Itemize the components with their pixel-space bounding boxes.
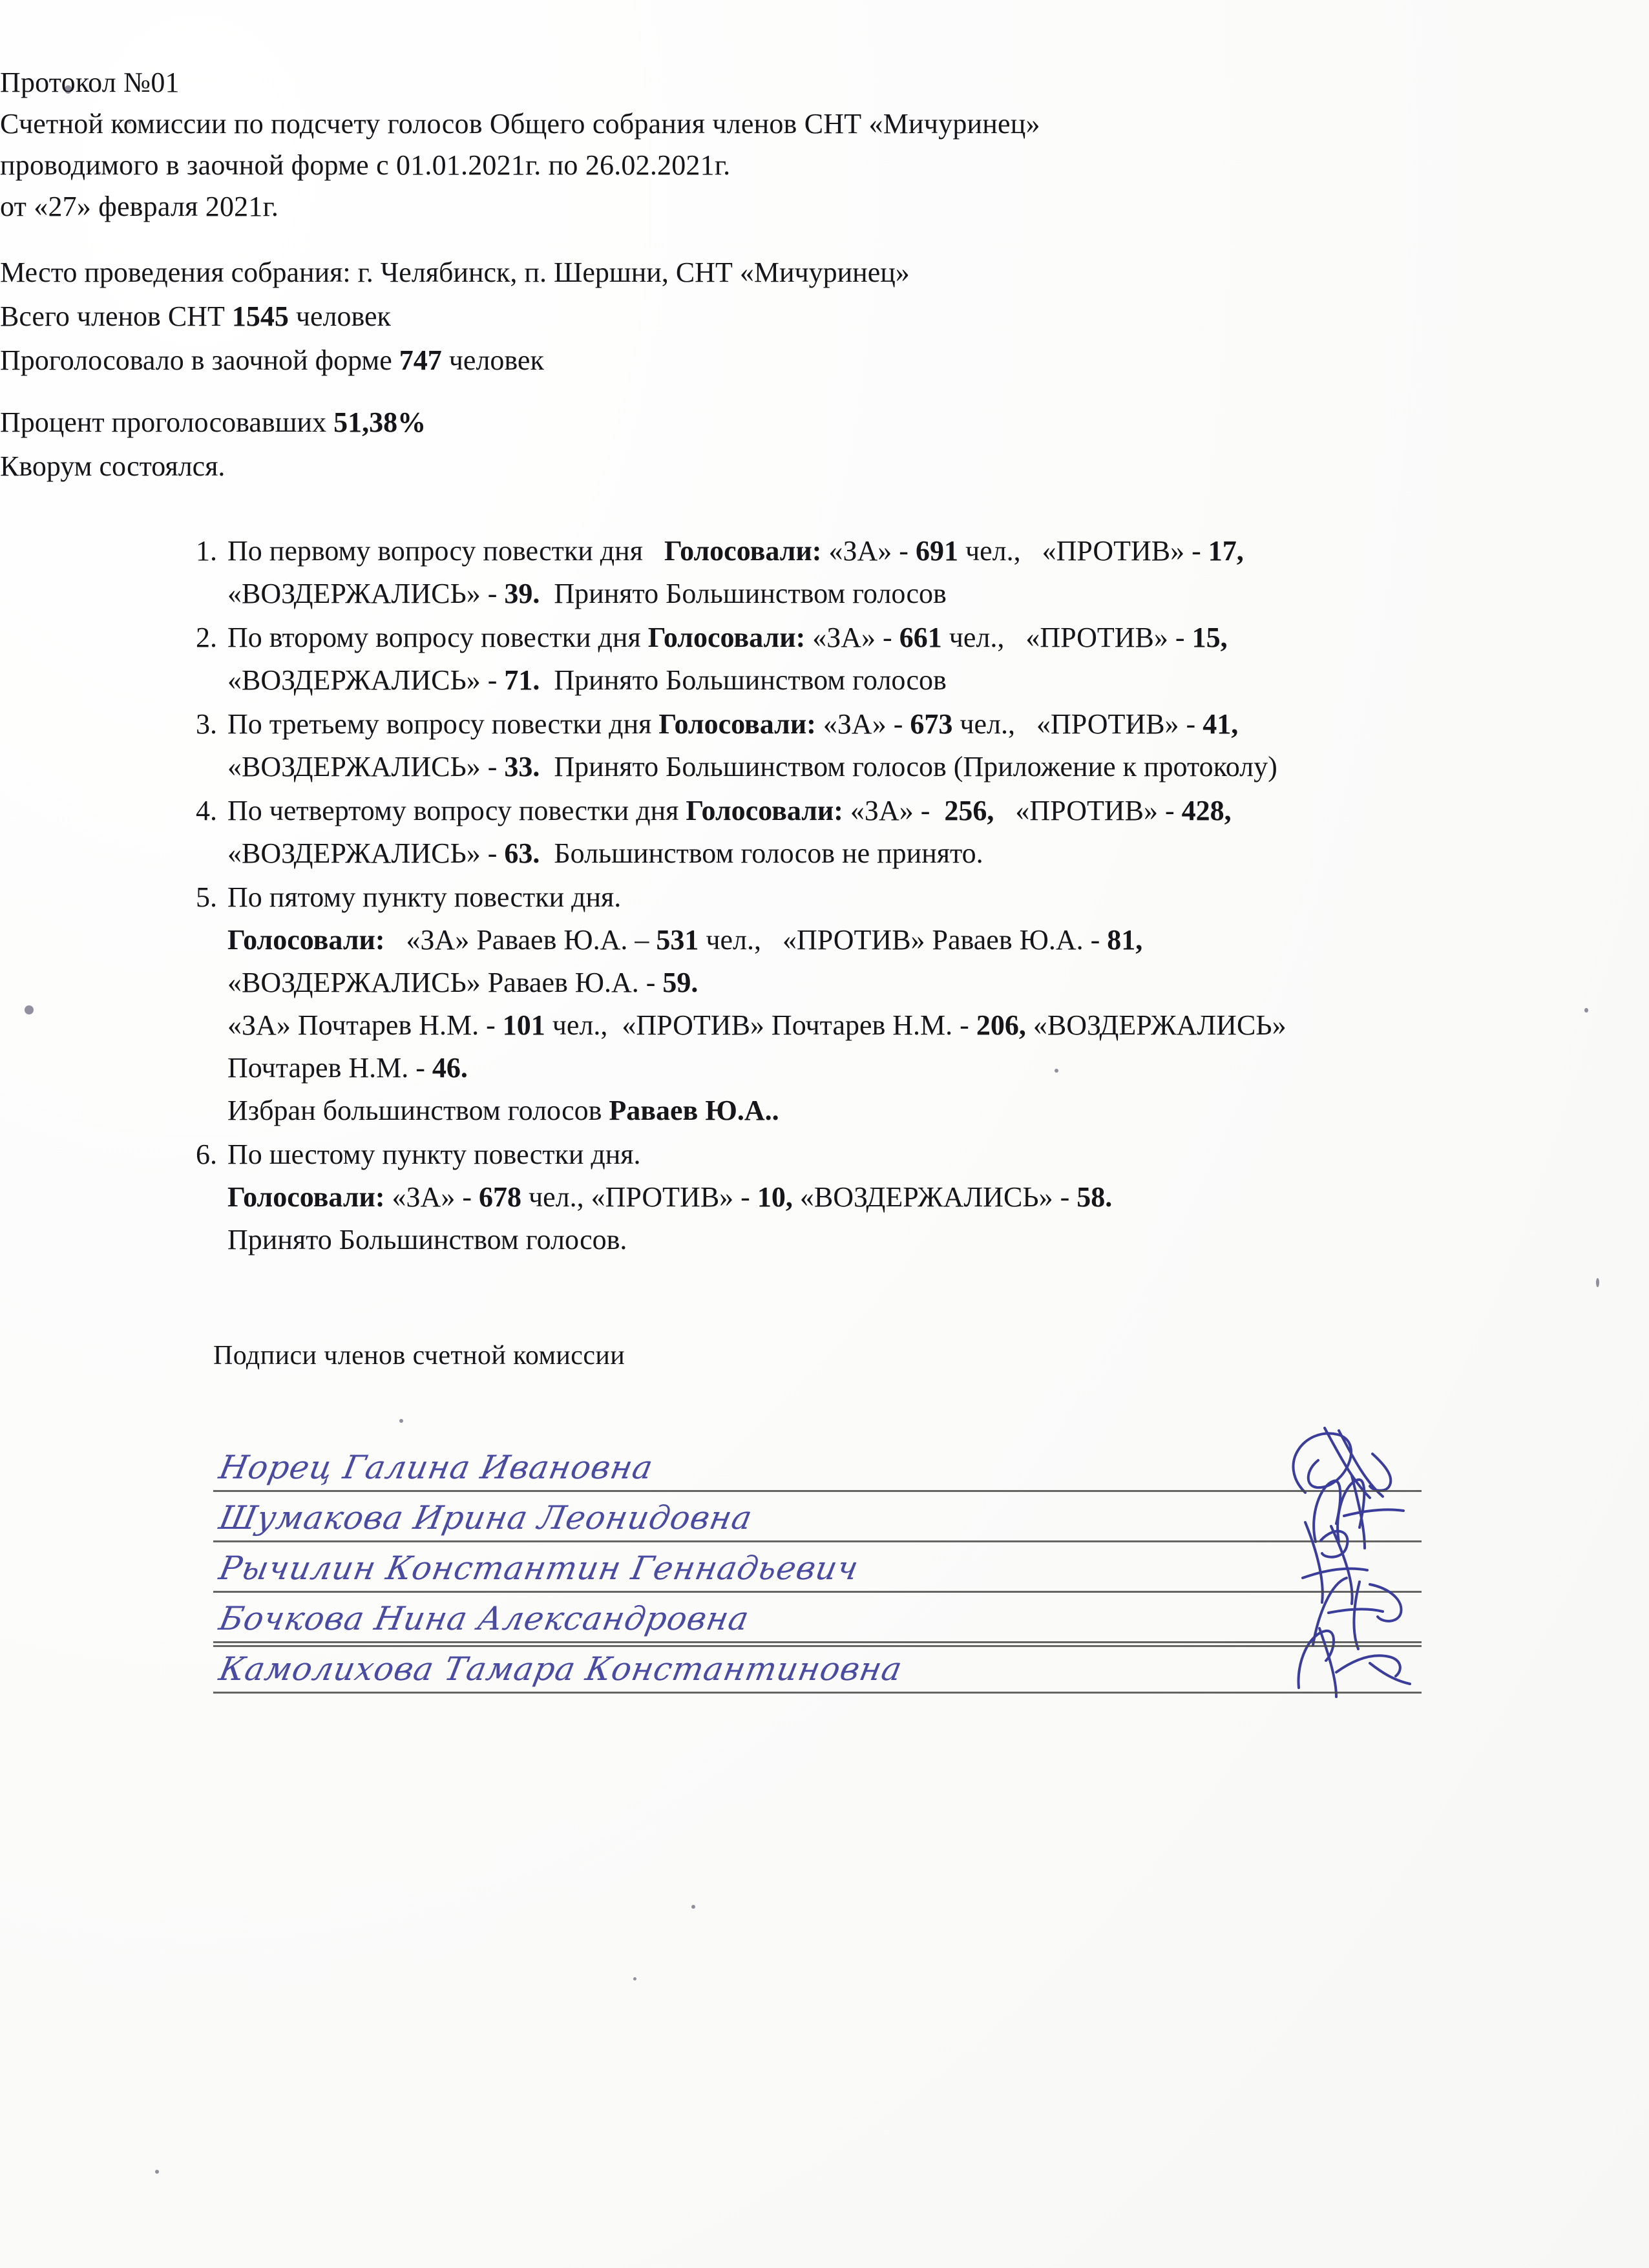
quorum-status: Кворум состоялся. — [0, 450, 226, 482]
against-label: «ПРОТИВ» - — [1015, 795, 1175, 826]
for-value: 661 — [899, 622, 942, 653]
list-item — [176, 616, 1486, 702]
abstain-value: 71. — [504, 664, 540, 696]
against-label: «ПРОТИВ» - — [1042, 535, 1201, 567]
item6-title: По шестому пункту повестки дня. — [227, 1139, 641, 1170]
candidate2-abstain-label: «ВОЗДЕРЖАЛИСЬ» — [1033, 1009, 1287, 1041]
for-unit: чел., — [965, 535, 1021, 567]
abstain-label: «ВОЗДЕРЖАЛИСЬ» - — [227, 837, 498, 869]
for-label: «ЗА» - — [812, 622, 892, 653]
scan-speck — [1584, 1008, 1588, 1013]
against-label: «ПРОТИВ» - — [1036, 708, 1196, 740]
signature-row — [213, 1644, 1422, 1694]
for-unit: чел., — [960, 708, 1015, 740]
for-label: «ЗА» - — [828, 535, 909, 567]
protocol-title: Протокол №01 — [0, 67, 180, 98]
candidate2-vote-line — [227, 1004, 1486, 1047]
scan-speck — [25, 1005, 34, 1014]
against-value: 41, — [1203, 708, 1239, 740]
candidate2-abstain-line — [227, 1047, 1486, 1089]
item-vote-line — [227, 790, 1486, 832]
item6-vote-line — [227, 1176, 1486, 1219]
scan-speck — [1596, 1278, 1599, 1287]
voted-keyword: Голосовали: — [227, 924, 385, 956]
item-result-line — [227, 659, 1486, 702]
total-members-label: Всего членов СНТ — [0, 300, 232, 332]
election-result-label: Избран большинством голосов — [227, 1095, 609, 1126]
elected-person: Раваев Ю.А.. — [609, 1095, 779, 1126]
signature-mark-icon — [1111, 1617, 1422, 1707]
for-value: 256, — [944, 795, 994, 826]
scan-speck — [155, 2170, 159, 2174]
voted-value: 747 — [399, 344, 442, 376]
quorum-block — [0, 401, 1449, 488]
signature-name: Бочкова Нина Александровна — [216, 1600, 753, 1637]
item-number: 3. — [196, 708, 217, 740]
scan-speck — [399, 1419, 403, 1423]
turnout-percent — [0, 401, 1449, 445]
candidate2-abstain-value: 46. — [432, 1052, 468, 1084]
meeting-place-block — [0, 251, 1449, 383]
item-number: 2. — [196, 622, 217, 653]
voted-unit: человек — [441, 344, 544, 376]
item-vote-line — [227, 530, 1486, 572]
candidate2-for-value: 101 — [502, 1009, 545, 1041]
for-value: 691 — [915, 535, 958, 567]
item-number: 1. — [196, 535, 217, 567]
against-label: «ПРОТИВ» - — [1025, 622, 1185, 653]
meeting-period: проводимого в заочной форме с 01.01.2021г. по 26.02.2021г. — [0, 149, 731, 181]
item-result-line — [227, 832, 1486, 875]
candidate1-for-unit: чел., — [706, 924, 761, 956]
signature-name: Шумакова Ирина Леонидовна — [216, 1499, 756, 1537]
signature-name: Рычилин Константин Геннадьевич — [216, 1549, 862, 1587]
candidate1-for-value: 531 — [656, 924, 699, 956]
abstain-label: «ВОЗДЕРЖАЛИСЬ» - — [227, 664, 498, 696]
signatures-heading: Подписи членов счетной комиссии — [213, 1341, 625, 1370]
candidate1-vote-line — [227, 919, 1486, 961]
for-unit: чел., — [529, 1181, 584, 1213]
item-question-text: По третьему вопросу повестки дня — [227, 708, 652, 740]
voted-keyword: Голосовали: — [664, 535, 822, 567]
voted-label: Проголосовало в заочной форме — [0, 344, 399, 376]
agenda-list — [176, 530, 1486, 1263]
item-decision: Принято Большинством голосов — [554, 664, 947, 696]
for-unit: чел., — [949, 622, 1005, 653]
item-number: 5. — [196, 881, 217, 913]
total-members — [0, 295, 1449, 339]
protocol-date: от «27» февраля 2021г. — [0, 191, 279, 222]
scan-speck — [633, 1977, 636, 1980]
abstain-label: «ВОЗДЕРЖАЛИСЬ» - — [227, 578, 498, 609]
for-label: «ЗА» - — [823, 708, 903, 740]
list-item — [176, 530, 1486, 615]
voted-count — [0, 339, 1449, 383]
candidate1-against-label: «ПРОТИВ» Раваев Ю.А. - — [782, 924, 1100, 956]
abstain-label: «ВОЗДЕРЖАЛИСЬ» - — [799, 1181, 1070, 1213]
item6-decision: Принято Большинством голосов. — [227, 1224, 627, 1255]
total-members-value: 1545 — [231, 300, 289, 332]
voted-keyword: Голосовали: — [227, 1181, 385, 1213]
item-decision: Большинством голосов не принято. — [554, 837, 983, 869]
list-item — [176, 1133, 1486, 1261]
voted-keyword: Голосовали: — [686, 795, 843, 826]
commission-subtitle: Счетной комиссии по подсчету голосов Общего собрания членов СНТ «Мичуринец» — [0, 108, 1040, 140]
abstain-label: «ВОЗДЕРЖАЛИСЬ» - — [227, 751, 498, 782]
list-item — [176, 876, 1486, 1132]
candidate2-abstain-name: Почтарев Н.М. - — [227, 1052, 425, 1084]
candidate2-against-value: 206, — [976, 1009, 1026, 1041]
item-question-text: По первому вопросу повестки дня — [227, 535, 643, 567]
turnout-value: 51,38% — [333, 406, 426, 438]
signature-name: Норец Галина Ивановна — [216, 1449, 656, 1486]
signature-rule — [213, 1645, 1422, 1647]
for-value: 673 — [910, 708, 953, 740]
total-members-unit: человек — [288, 300, 391, 332]
voted-keyword: Голосовали: — [658, 708, 816, 740]
turnout-label: Процент проголосовавших — [0, 406, 334, 438]
against-label: «ПРОТИВ» - — [591, 1181, 750, 1213]
election-result — [227, 1089, 1486, 1132]
abstain-value: 58. — [1077, 1181, 1113, 1213]
item5-title: По пятому пункту повестки дня. — [227, 881, 622, 913]
meeting-place: Место проведения собрания: г. Челябинск, п. Шершни, СНТ «Мичуринец» — [0, 257, 910, 288]
item-result-line — [227, 746, 1486, 788]
item-number: 6. — [196, 1139, 217, 1170]
candidate1-for-label: «ЗА» Раваев Ю.А. – — [406, 924, 649, 956]
abstain-value: 39. — [504, 578, 540, 609]
list-item — [176, 703, 1486, 788]
item-vote-line — [227, 703, 1486, 746]
scan-speck — [691, 1905, 695, 1909]
against-value: 17, — [1208, 535, 1244, 567]
abstain-value: 63. — [504, 837, 540, 869]
for-label: «ЗА» - — [392, 1181, 472, 1213]
list-item — [176, 790, 1486, 875]
document-header — [0, 62, 1649, 227]
signature-rule — [213, 1692, 1422, 1694]
item-question-text: По второму вопросу повестки дня — [227, 622, 641, 653]
against-value: 428, — [1181, 795, 1232, 826]
item-decision: Принято Большинством голосов (Приложение к протоколу) — [554, 751, 1277, 782]
against-value: 15, — [1192, 622, 1228, 653]
item-vote-line — [227, 616, 1486, 659]
against-value: 10, — [757, 1181, 793, 1213]
candidate1-against-value: 81, — [1107, 924, 1143, 956]
item-result-line — [227, 572, 1486, 615]
item-number: 4. — [196, 795, 217, 826]
signature-name: Камолихова Тамара Константиновна — [216, 1650, 906, 1688]
item-question-text: По четвертому вопросу повестки дня — [227, 795, 679, 826]
signatures-block — [213, 1442, 1422, 1694]
for-value: 678 — [479, 1181, 521, 1213]
candidate1-abstain-label: «ВОЗДЕРЖАЛИСЬ» Раваев Ю.А. - — [227, 967, 656, 998]
item-decision: Принято Большинством голосов — [554, 578, 947, 609]
candidate2-for-label: «ЗА» Почтарев Н.М. - — [227, 1009, 496, 1041]
abstain-value: 33. — [504, 751, 540, 782]
candidate2-for-unit: чел., — [552, 1009, 608, 1041]
voted-keyword: Голосовали: — [647, 622, 806, 653]
candidate1-abstain-line — [227, 961, 1486, 1004]
for-label: «ЗА» - — [850, 795, 930, 826]
candidate2-against-label: «ПРОТИВ» Почтарев Н.М. - — [622, 1009, 969, 1041]
candidate1-abstain-value: 59. — [662, 967, 698, 998]
